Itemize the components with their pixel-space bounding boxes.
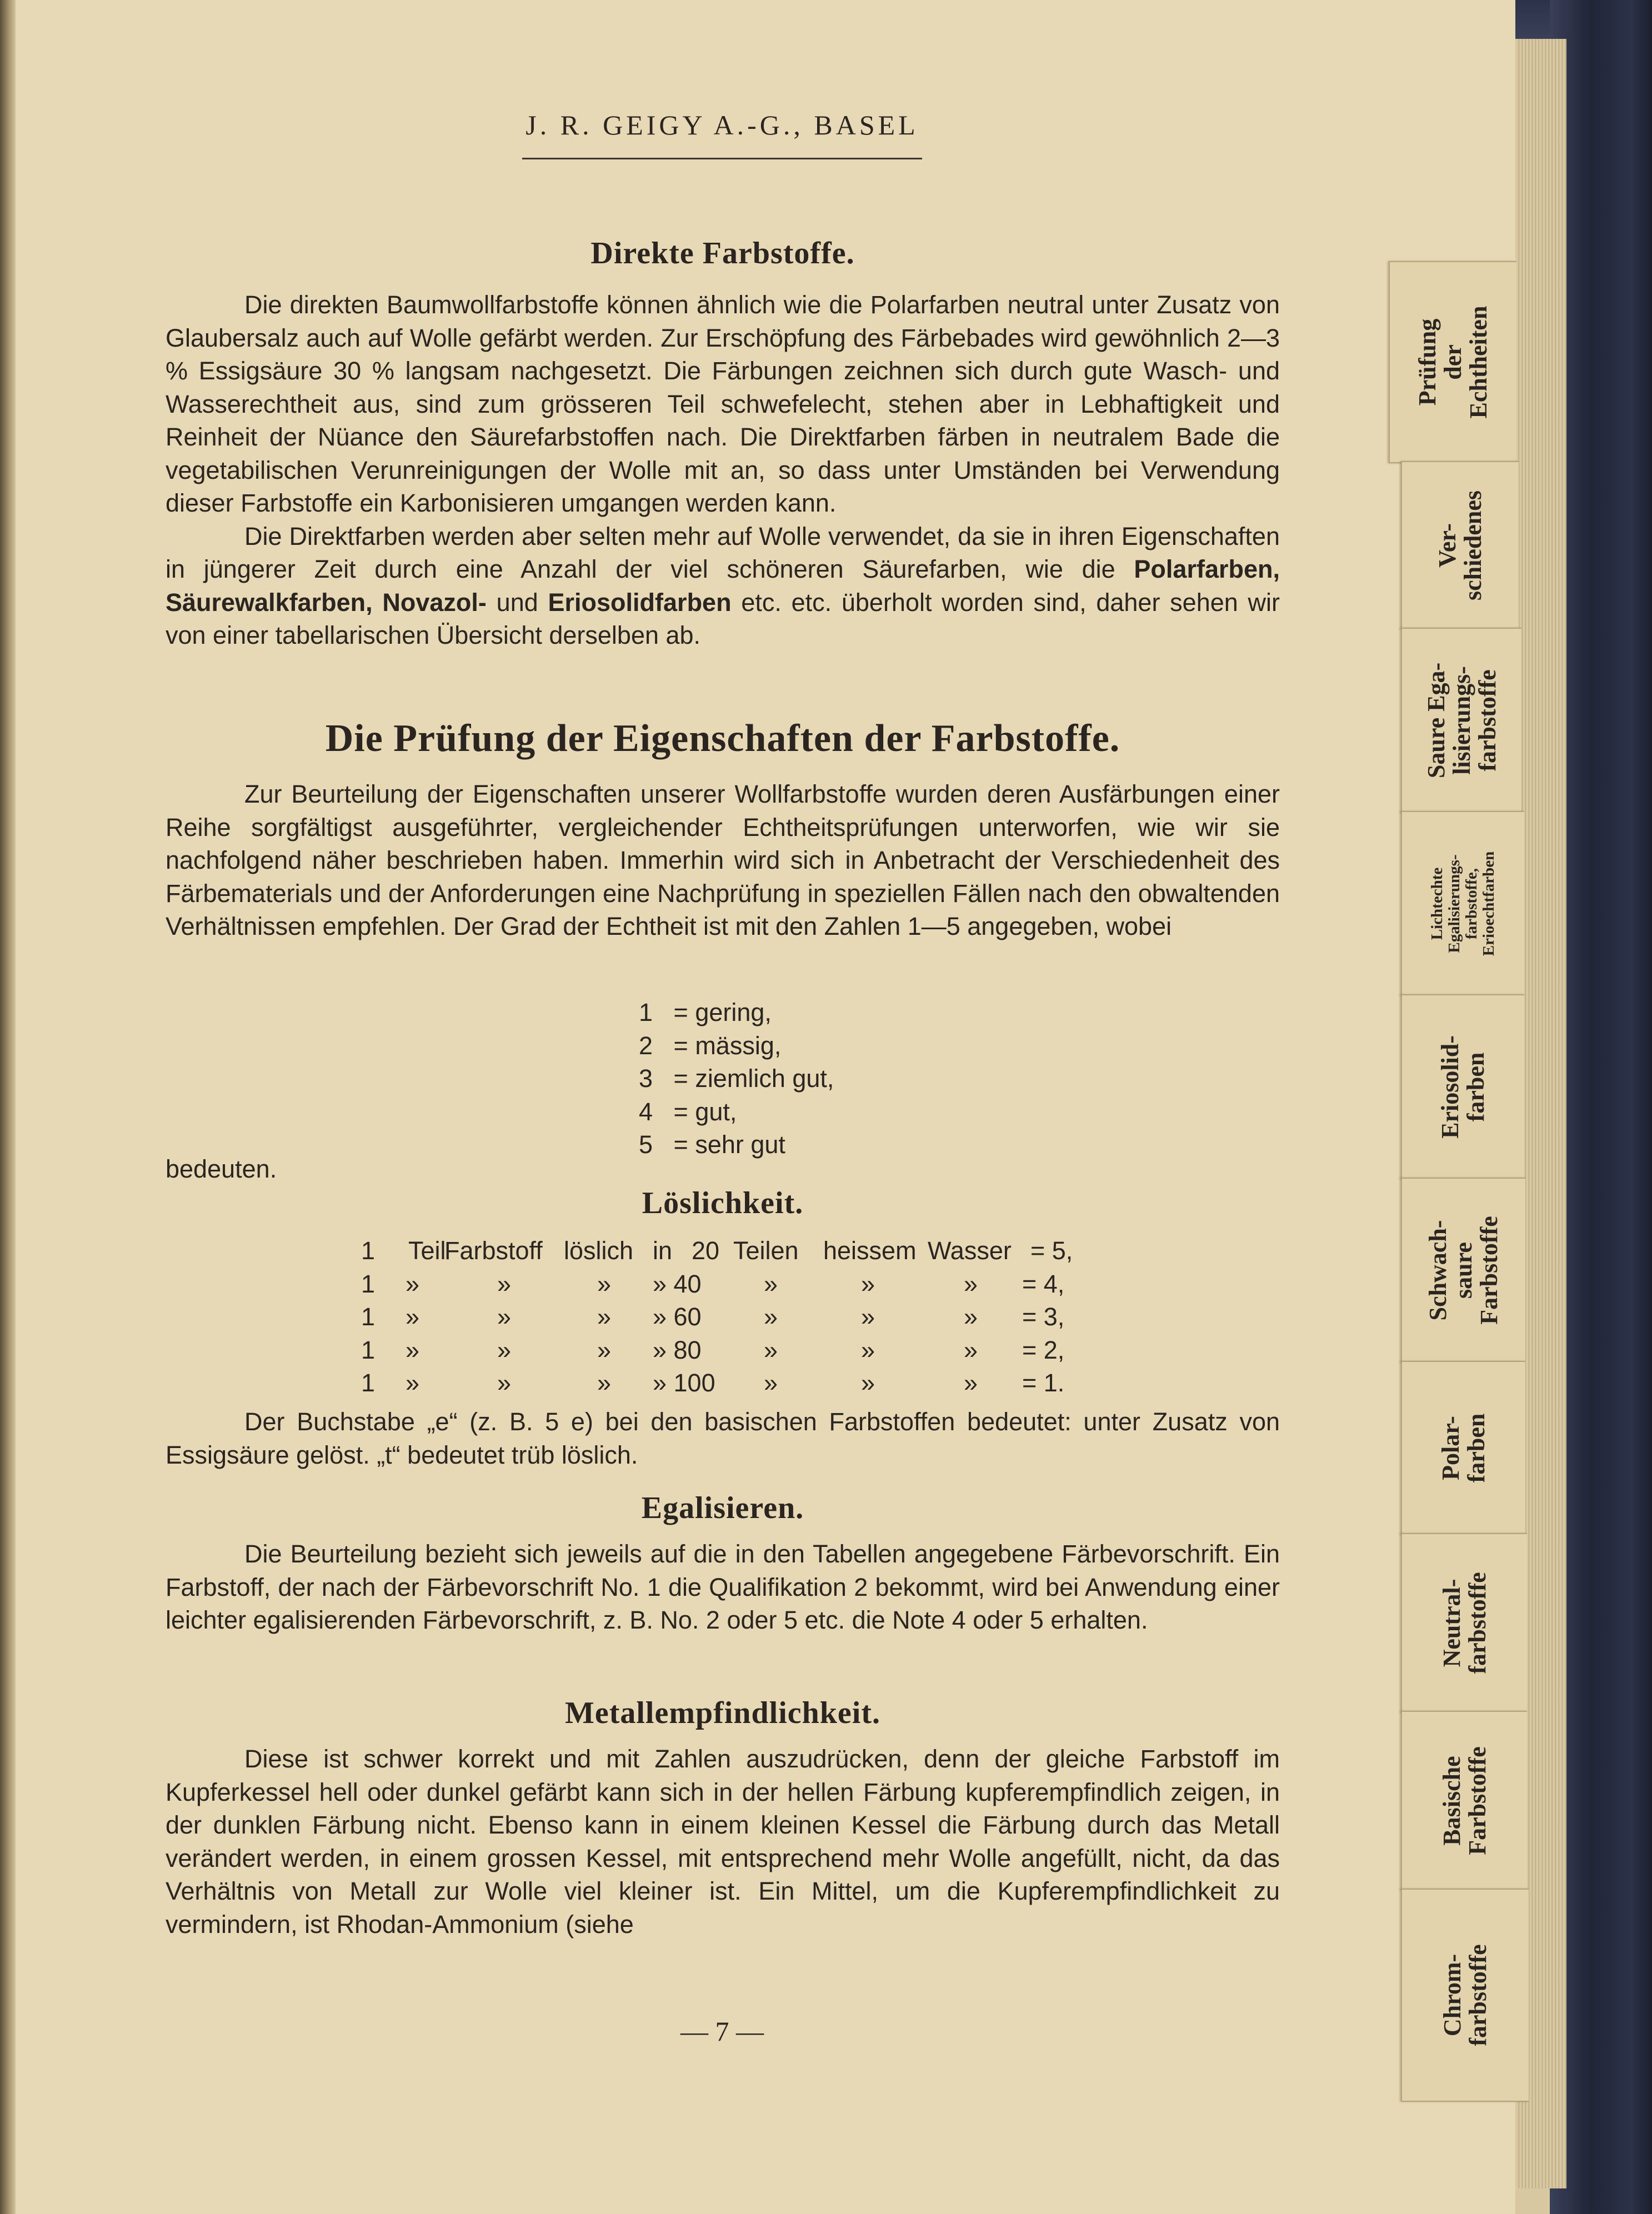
cell: 1 [361, 1303, 376, 1331]
cell: » 80 [653, 1335, 702, 1364]
tab-label-line: Neutral- [1438, 1579, 1465, 1667]
text-span: Die Direktfarben werden aber selten mehr auf Wolle verwendet, da sie in ihren Eigenschaften in jüngerer Zeit durch eine Anzahl der viel schöneren Säurefarben, wie die [166, 522, 1280, 583]
solubility-table [361, 1234, 1083, 1400]
running-header: J. R. GEIGY A.-G., BASEL [525, 109, 919, 141]
solubility-row [361, 1234, 1083, 1268]
tab-label-line: Egalisierungs- [1445, 854, 1463, 953]
cell: Teilen [733, 1236, 799, 1265]
section-title-metallempfindlichkeit: Metallempfindlichkeit. [565, 1696, 880, 1730]
tab-label-line: Saure Ega- [1422, 662, 1450, 779]
tab-pruefung-der-echtheiten[interactable] [1389, 261, 1516, 463]
solubility-row [361, 1366, 1083, 1400]
header-rule [522, 158, 922, 159]
cell: » 100 [653, 1369, 715, 1397]
grade-meaning: mässig, [695, 1031, 782, 1060]
text-span: etc. etc. überholt worden sind, daher sehen wir von einer tabellarischen Übersicht derselben ab. [166, 588, 1280, 649]
tab-neutralfarbstoffe[interactable] [1401, 1533, 1527, 1713]
tab-label-line: Farbstoffe [1475, 1216, 1503, 1325]
tab-schwachsaure-farbstoffe[interactable] [1401, 1178, 1525, 1363]
tab-label-line: farbstoffe, [1463, 868, 1480, 940]
tab-label-line: farben [1463, 1413, 1490, 1483]
tab-basische-farbstoffe[interactable] [1401, 1711, 1527, 1891]
ditto-mark: » [597, 1269, 612, 1298]
tab-label [1439, 1746, 1490, 1855]
grade-number: 3 [639, 1064, 653, 1093]
cell: Farbstoff [444, 1236, 543, 1265]
tab-label-line: Farbstoffe [1463, 1746, 1491, 1855]
section-title-loeslichkeit: Löslichkeit. [642, 1186, 804, 1220]
tab-label [1439, 1572, 1490, 1674]
paragraph: Die Beurteilung bezieht sich jeweils auf die in den Tabellen angegebene Färbevorschrift. Ein Farbstoff, der nach der Färbevorschrift No. 1 die Qualifikation 2 bekommt, wird bei Anwendung einer leichter egalisierenden Färbevorschrift, z. B. No. 2 oder 5 etc. die Note 4 oder 5 erhalten. [166, 1540, 1280, 1634]
cell: = 4, [1022, 1269, 1065, 1298]
grade-row [639, 996, 972, 1029]
tab-label [1429, 851, 1498, 956]
bold-dye-names: Polarfarben, Säurewalkfarben, Novazol- [166, 555, 1280, 617]
tab-label-line: Chrom- [1439, 1953, 1466, 2037]
grade-number: 1 [639, 998, 653, 1026]
grade-meaning: gut, [695, 1097, 737, 1126]
ditto-mark: » [497, 1269, 512, 1298]
text-span: und [496, 588, 538, 617]
paragraph: Diese ist schwer korrekt und mit Zahlen auszudrücken, denn der gleiche Farbstoff im Kupferkessel hell oder dunkel gefärbt kann sich in der hellen Färbung kupferempfindlich zeigen, in der dunklen Färbung nicht. Ebenso kann in einem kleinen Kessel die Färbung durch das Metall verändert werden, in einem grossen Kessel, mit entsprechend mehr Wolle angefüllt, nicht, da das Verhältnis von Metall zur Wolle viel kleiner ist. Ein Mittel, um die Kupferempfindlichkeit zu vermindern, ist Rhodan-Ammonium (siehe [166, 1745, 1280, 1938]
grade-meaning: sehr gut [695, 1130, 785, 1159]
equals-sign: = [673, 1130, 688, 1159]
cell: Wasser [928, 1236, 1012, 1265]
cell: löslich [564, 1236, 634, 1265]
ditto-mark: » [597, 1335, 612, 1364]
page-number: — 7 — [680, 2016, 764, 2047]
section-title-pruefung: Die Prüfung der Eigenschaften der Farbstoffe. [325, 717, 1120, 760]
bedeuten-text: bedeuten. [166, 1155, 277, 1183]
ditto-mark: » [497, 1335, 512, 1364]
tab-label-line: Basische [1438, 1756, 1465, 1846]
tab-label [1425, 1216, 1502, 1325]
cell: 20 [692, 1236, 720, 1265]
tab-eriosolidfarben[interactable] [1401, 994, 1524, 1180]
solubility-row [361, 1300, 1083, 1334]
equals-sign: = [673, 1097, 688, 1126]
ditto-mark: » [597, 1369, 612, 1397]
section-direkte-body [166, 288, 1280, 652]
ditto-mark: » [964, 1369, 978, 1397]
tab-saure-egalisierungsfarbstoffe[interactable] [1401, 628, 1521, 813]
tab-label [1435, 490, 1486, 600]
ditto-mark: » [406, 1269, 420, 1298]
ditto-mark: » [964, 1269, 978, 1298]
ditto-mark: » [764, 1335, 778, 1364]
grade-number: 5 [639, 1130, 653, 1159]
paragraph: Die direkten Baumwollfarbstoffe können ähnlich wie die Polarfarben neutral unter Zusatz von Glaubersalz auch auf Wolle gefärbt werden. Zur Erschöpfung des Färbebades wird gewöhnlich 2—3 % Essigsäure 30 % langsam nachgesetzt. Die Färbungen zeichnen sich durch gute Wasch- und Wasserechtheit aus, sind zum grösseren Teil schwefelecht, stehen aber in Lebhaftigkeit und Reinheit der Nüance den Säurefarbstoffen nach. Die Direktfarben färben in neutralem Bade die vegetabilischen Verunreinigungen der Wolle mit an, so dass unter Umständen bei Verwendung dieser Farbstoffe ein Karbonisieren umgangen werden kann. [166, 290, 1280, 517]
paragraph: Zur Beurteilung der Eigenschaften unserer Wollfarbstoffe wurden deren Ausfärbungen einer Reihe sorgfältigst ausgeführter, vergleichender Echtheitsprüfungen unterworfen, wie wir sie nachfolgend näher beschrieben haben. Immerhin wird sich in Anbetracht der Verschiedenheit des Färbematerials und der Anforderungen eine Nachprüfung in speziellen Fällen nach den obwaltenden Verhältnissen empfehlen. Der Grad der Echtheit ist mit den Zahlen 1—5 angegeben, wobei [166, 780, 1280, 940]
cell: = 5, [1030, 1236, 1073, 1265]
section-metall-body [166, 1742, 1280, 1941]
bold-dye-names: Eriosolidfarben [548, 588, 732, 617]
cell: » 60 [653, 1303, 702, 1331]
tab-label-line: Lichtechte [1428, 867, 1446, 940]
tab-label [1415, 306, 1491, 419]
ditto-mark: » [964, 1303, 978, 1331]
equals-sign: = [673, 1064, 688, 1093]
tab-label [1440, 1944, 1491, 2046]
solubility-row [361, 1334, 1083, 1367]
tab-chromfarbstoffe[interactable] [1401, 1889, 1529, 2102]
ditto-mark: » [406, 1335, 420, 1364]
paragraph [166, 520, 1280, 652]
tab-label-line: Eriosolid- [1436, 1035, 1464, 1139]
tab-label-line: Ver- [1434, 523, 1461, 568]
tab-label-line: Schwach- [1424, 1220, 1451, 1321]
tab-label [1424, 663, 1500, 778]
tab-label-line: farbstoffe [1473, 669, 1501, 772]
tab-label [1438, 1035, 1489, 1139]
tab-label-line: farbstoffe [1463, 1572, 1491, 1674]
cell: = 3, [1022, 1303, 1065, 1331]
cell: = 2, [1022, 1335, 1065, 1364]
left-page-edge [0, 0, 16, 2214]
tab-label-line: schiedenes [1459, 490, 1486, 600]
ditto-mark: » [764, 1303, 778, 1331]
grade-row [639, 1029, 972, 1063]
section-title-direkte-farbstoffe: Direkte Farbstoffe. [590, 236, 855, 271]
grade-row [639, 1095, 972, 1129]
equals-sign: = [673, 998, 688, 1026]
grade-number: 2 [639, 1031, 653, 1060]
ditto-mark: » [764, 1269, 778, 1298]
grade-scale [639, 996, 972, 1161]
cell: 1 [361, 1236, 376, 1265]
ditto-mark: » [764, 1369, 778, 1397]
tab-label-line: farben [1462, 1052, 1489, 1122]
tab-label-line: Erioechtfarben [1480, 851, 1498, 956]
tab-label-line: lisierungs- [1448, 666, 1475, 775]
ditto-mark: » [497, 1303, 512, 1331]
cell: 1 [361, 1269, 376, 1298]
cell: heissem [823, 1236, 917, 1265]
solubility-note [166, 1405, 1280, 1471]
section-pruefung-body [166, 778, 1280, 943]
tab-label-line: Echtheiten [1465, 305, 1492, 419]
tab-verschiedenes[interactable] [1401, 461, 1519, 630]
tab-label [1438, 1414, 1489, 1483]
equals-sign: = [673, 1031, 688, 1060]
ditto-mark: » [964, 1335, 978, 1364]
grade-row [639, 1062, 972, 1095]
tab-label-line: Prüfung [1414, 318, 1441, 406]
tab-lichtechte-egalisierungsfarbstoffe[interactable] [1401, 811, 1524, 996]
tab-label-line: saure [1450, 1242, 1477, 1299]
section-egalisieren-body [166, 1537, 1280, 1637]
cell: Teil [408, 1236, 446, 1265]
ditto-mark: » [497, 1369, 512, 1397]
ditto-mark: » [861, 1335, 875, 1364]
cell: 1 [361, 1335, 376, 1364]
tab-polarfarben[interactable] [1401, 1361, 1525, 1535]
cell: in [653, 1236, 673, 1265]
grade-meaning: gering, [695, 998, 772, 1026]
tab-label-line: farbstoffe [1464, 1944, 1491, 2046]
ditto-mark: » [861, 1303, 875, 1331]
ditto-mark: » [861, 1369, 875, 1397]
grade-meaning: ziemlich gut, [695, 1064, 834, 1093]
ditto-mark: » [406, 1303, 420, 1331]
ditto-mark: » [597, 1303, 612, 1331]
tab-label-line: Polar- [1437, 1416, 1464, 1480]
cell: » 40 [653, 1269, 702, 1298]
paragraph: Der Buchstabe „e“ (z. B. 5 e) bei den basischen Farbstoffen bedeutet: unter Zusatz von Essigsäure gelöst. „t“ bedeutet trüb löslich. [166, 1407, 1280, 1469]
section-title-egalisieren: Egalisieren. [641, 1491, 804, 1525]
ditto-mark: » [406, 1369, 420, 1397]
grade-number: 4 [639, 1097, 653, 1126]
tab-label-line: der [1439, 344, 1466, 380]
solubility-row [361, 1268, 1083, 1301]
ditto-mark: » [861, 1269, 875, 1298]
cell: = 1. [1022, 1369, 1065, 1397]
grade-row [639, 1128, 972, 1161]
cell: 1 [361, 1369, 376, 1397]
